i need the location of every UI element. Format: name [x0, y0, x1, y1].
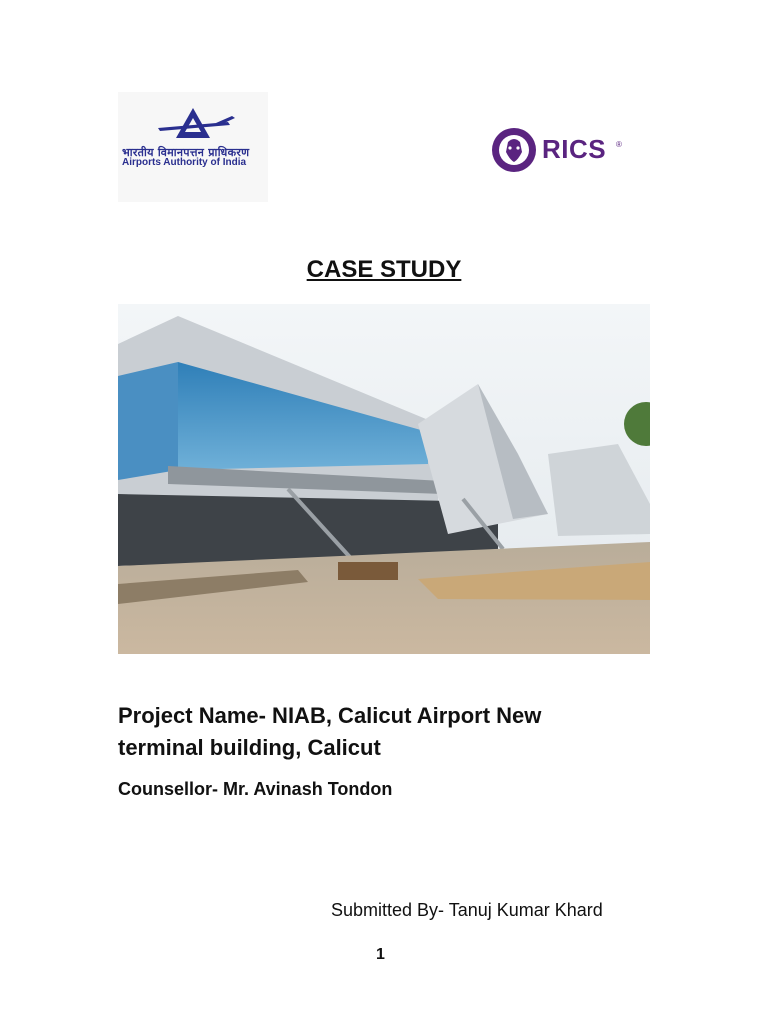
rics-wordmark: RICS	[542, 134, 607, 164]
counsellor-line: Counsellor- Mr. Avinash Tondon	[118, 779, 393, 799]
rics-lion-icon	[488, 124, 540, 176]
aai-english-name: Airports Authority of India	[122, 157, 247, 168]
page-number: 1	[376, 946, 385, 963]
page-title: CASE STUDY	[306, 256, 462, 283]
project-name: Project Name- NIAB, Calicut Airport New terminal building, Calicut	[118, 703, 542, 760]
aai-emblem-icon	[118, 92, 268, 152]
rics-registered-mark: ®	[616, 140, 622, 149]
terminal-building-photo	[118, 304, 650, 654]
submitted-by-line: Submitted By- Tanuj Kumar Khard	[331, 900, 603, 920]
aai-hindi-name: भारतीय विमानपत्तन प्राधिकरण	[122, 146, 250, 159]
